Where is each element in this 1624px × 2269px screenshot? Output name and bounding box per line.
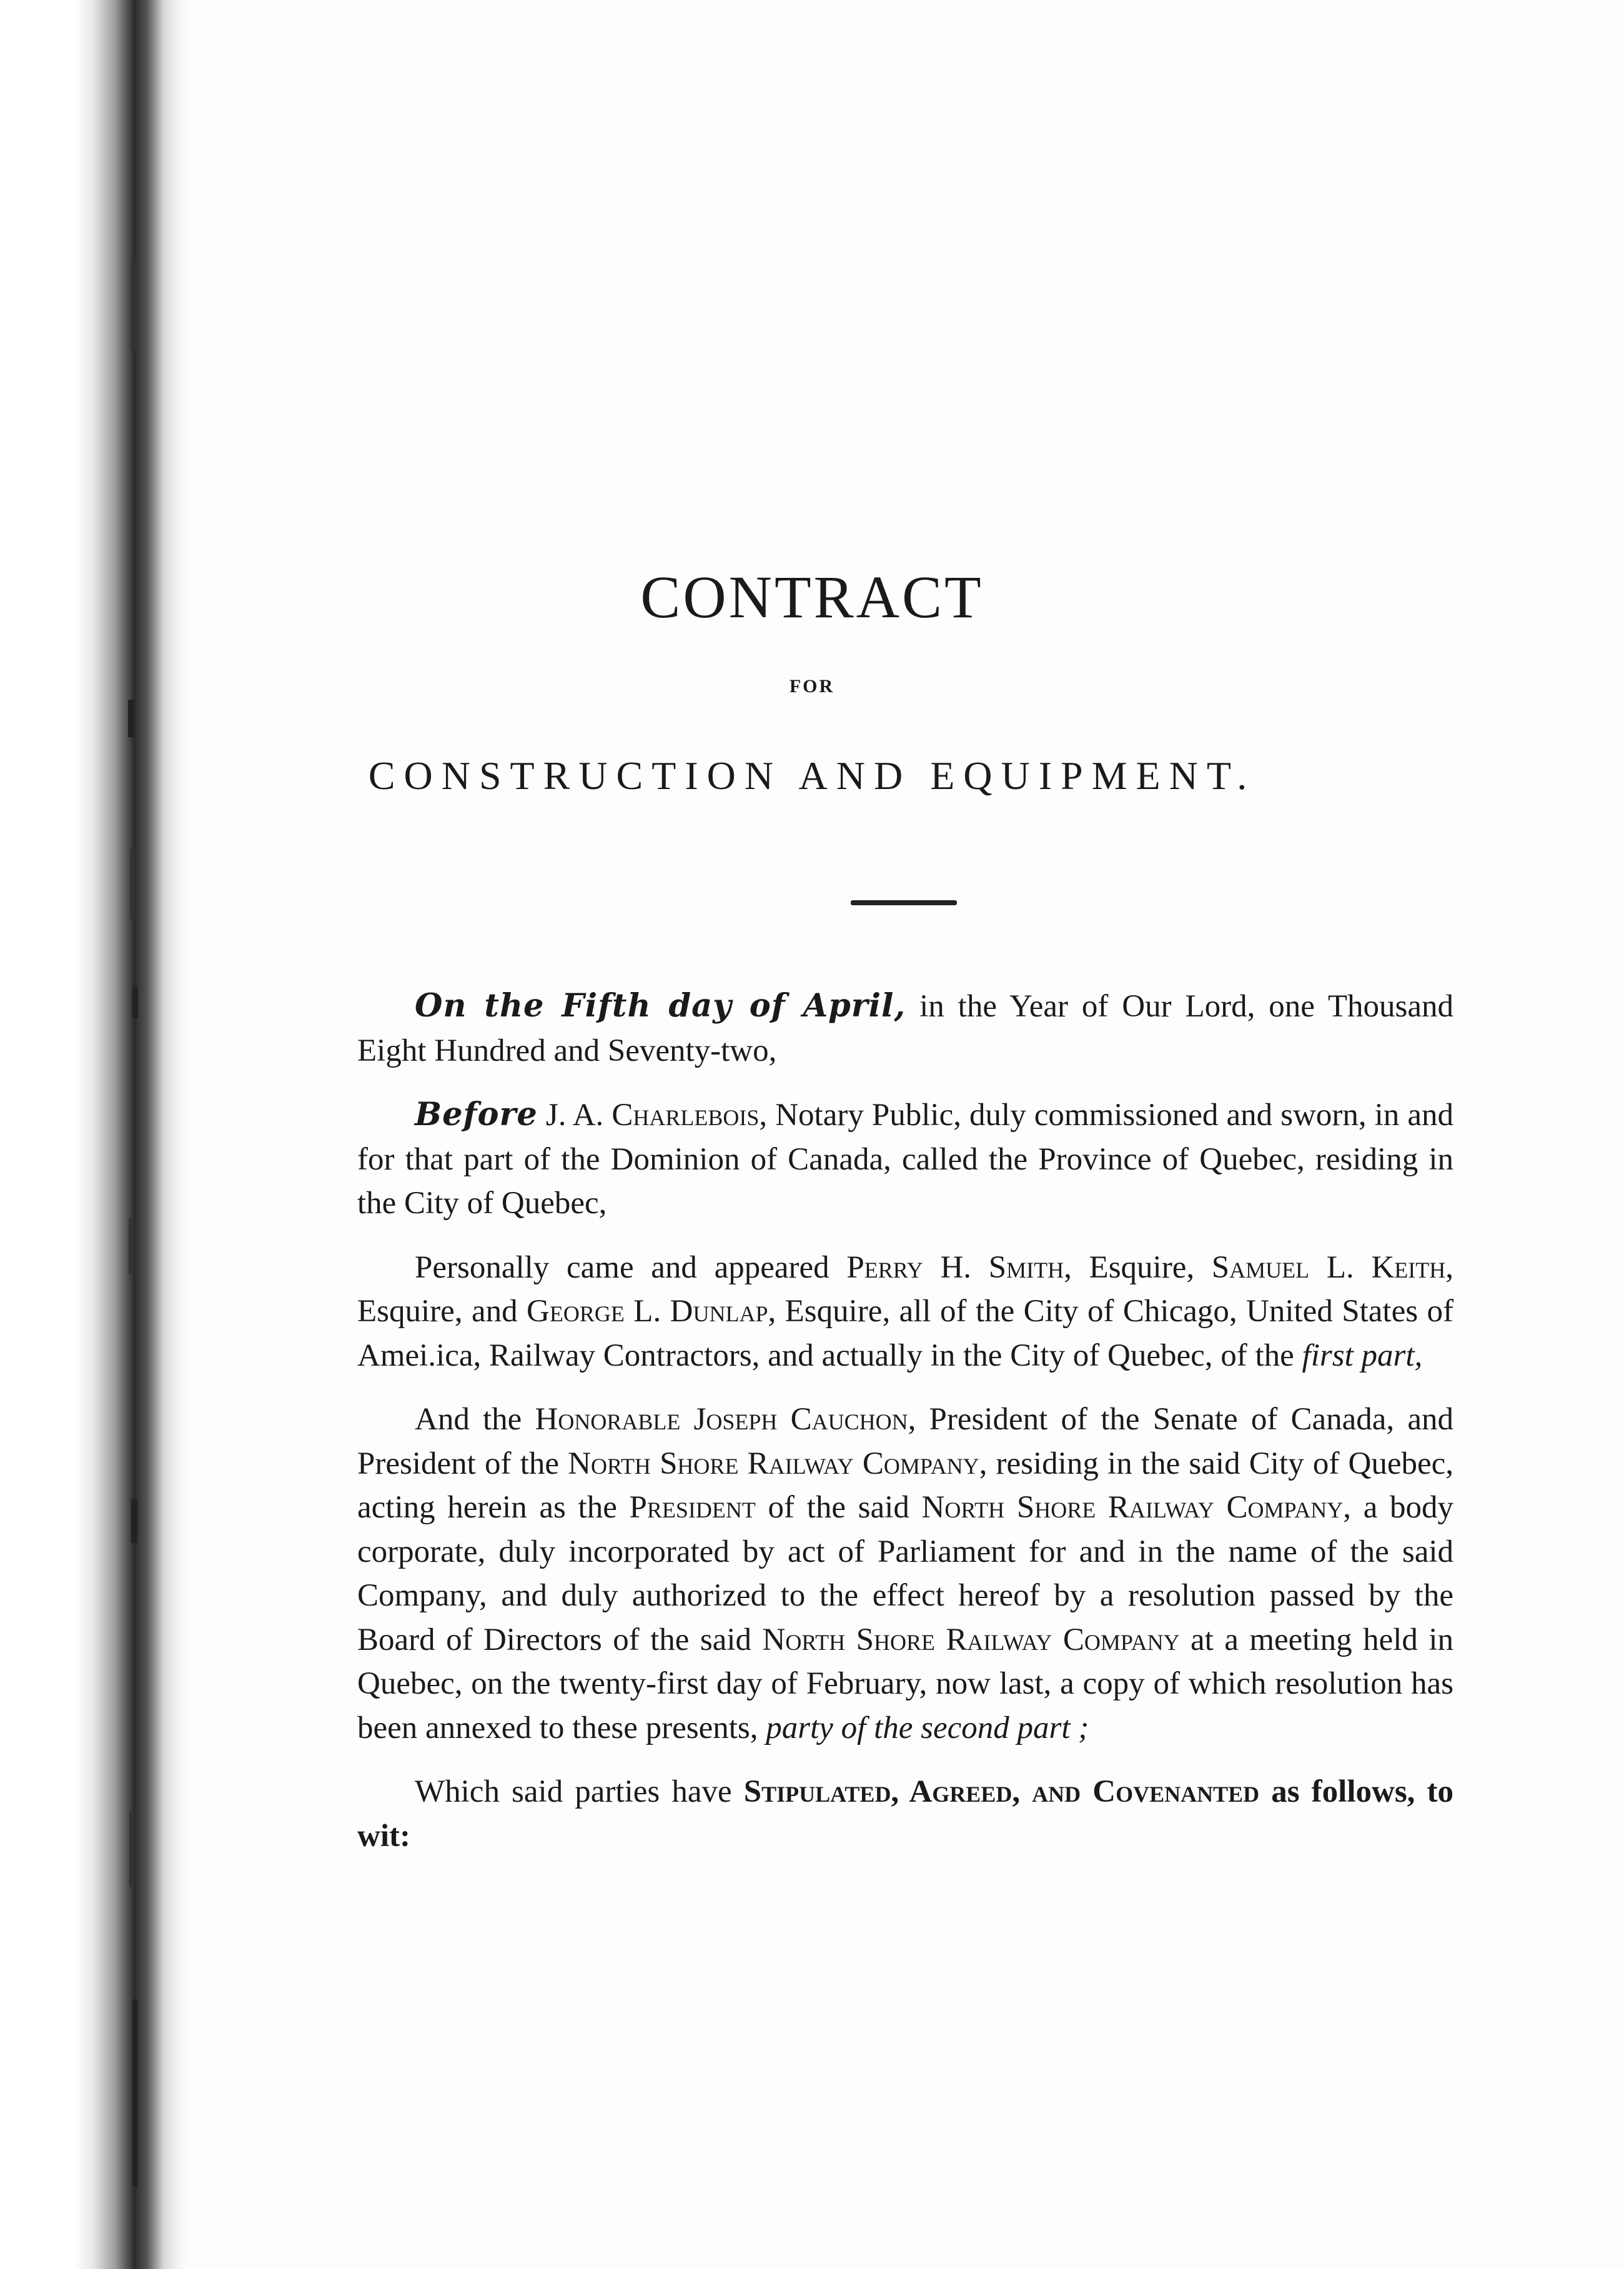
stipulated-agreed-covenanted: Stipulated, Agreed, and Covenanted: [743, 1774, 1260, 1809]
paragraph-second-party: [357, 1398, 1453, 1750]
first-part-label: first part,: [1302, 1338, 1423, 1373]
document-subtitle: CONSTRUCTION AND EQUIPMENT.: [368, 753, 1256, 798]
contract-body: [357, 984, 1453, 1878]
company-name: North Shore Railway Company: [762, 1622, 1180, 1657]
paragraph-text: of the said: [755, 1490, 922, 1525]
party-name-dunlap: George L. Dunlap,: [527, 1294, 776, 1329]
paragraph-text: Personally came and appeared: [415, 1249, 847, 1285]
paragraph-text: President of the Senate of Canada, and President of the: [357, 1402, 1453, 1481]
title-divider-rule: [851, 900, 957, 905]
paragraph-text: Esquire, and: [357, 1294, 527, 1329]
party-name-smith: Perry H. Smith,: [846, 1249, 1072, 1285]
paragraph-notary: [357, 1093, 1453, 1226]
paragraph-text: Esquire, all of the City of Chicago, United States of Amei.ica, Railway Contractors, and actually in the City of Quebec, of the: [357, 1294, 1453, 1373]
paragraph-text: in the Year of Our Lord, one Thousand Eight Hundred and Seventy-two,: [357, 989, 1453, 1068]
notary-name: J. A. Charlebois,: [537, 1098, 768, 1133]
party-name-cauchon: Honorable Joseph Cauchon,: [535, 1402, 916, 1437]
document-title: CONTRACT: [640, 564, 984, 630]
paragraph-text: Which said parties have: [415, 1774, 744, 1809]
company-name: North Shore Railway Company,: [568, 1446, 988, 1481]
paragraph-first-party: [357, 1246, 1453, 1378]
paragraph-text: at a meeting held in Quebec, on the twenty-first day of February, now last, a copy of which resolution has been annexed to these presents,: [357, 1622, 1454, 1745]
blackletter-lead: On the Fifth day of April,: [415, 987, 906, 1025]
paragraph-date: [357, 984, 1453, 1073]
party-name-keith: Samuel L. Keith,: [1211, 1249, 1453, 1285]
paragraph-stipulations: [357, 1770, 1453, 1858]
second-part-label: party of the second part ;: [766, 1710, 1089, 1745]
blackletter-lead: Before: [415, 1096, 538, 1133]
paragraph-text: And the: [415, 1402, 535, 1437]
for-label: FOR: [789, 676, 835, 697]
paragraph-text: Notary Public, duly commissioned and sworn, in and for that part of the Dominion of Canada, called the Province of Quebec, residing in the City of Quebec,: [357, 1098, 1453, 1221]
binding-marks: [94, 0, 175, 2269]
paragraph-text: as follows, to wit:: [357, 1774, 1453, 1854]
paragraph-text: a body corporate, duly incorporated by act of Parliament for and in the name of the said Company, and duly authorized to the effect hereof by a resolution passed by the Board of Directors of the said: [357, 1490, 1454, 1657]
president-title: President: [629, 1490, 756, 1525]
paragraph-text: Esquire,: [1071, 1249, 1212, 1285]
paragraph-text: residing in the said City of Quebec, acting herein as the: [357, 1446, 1453, 1525]
company-name: North Shore Railway Company,: [921, 1490, 1352, 1525]
